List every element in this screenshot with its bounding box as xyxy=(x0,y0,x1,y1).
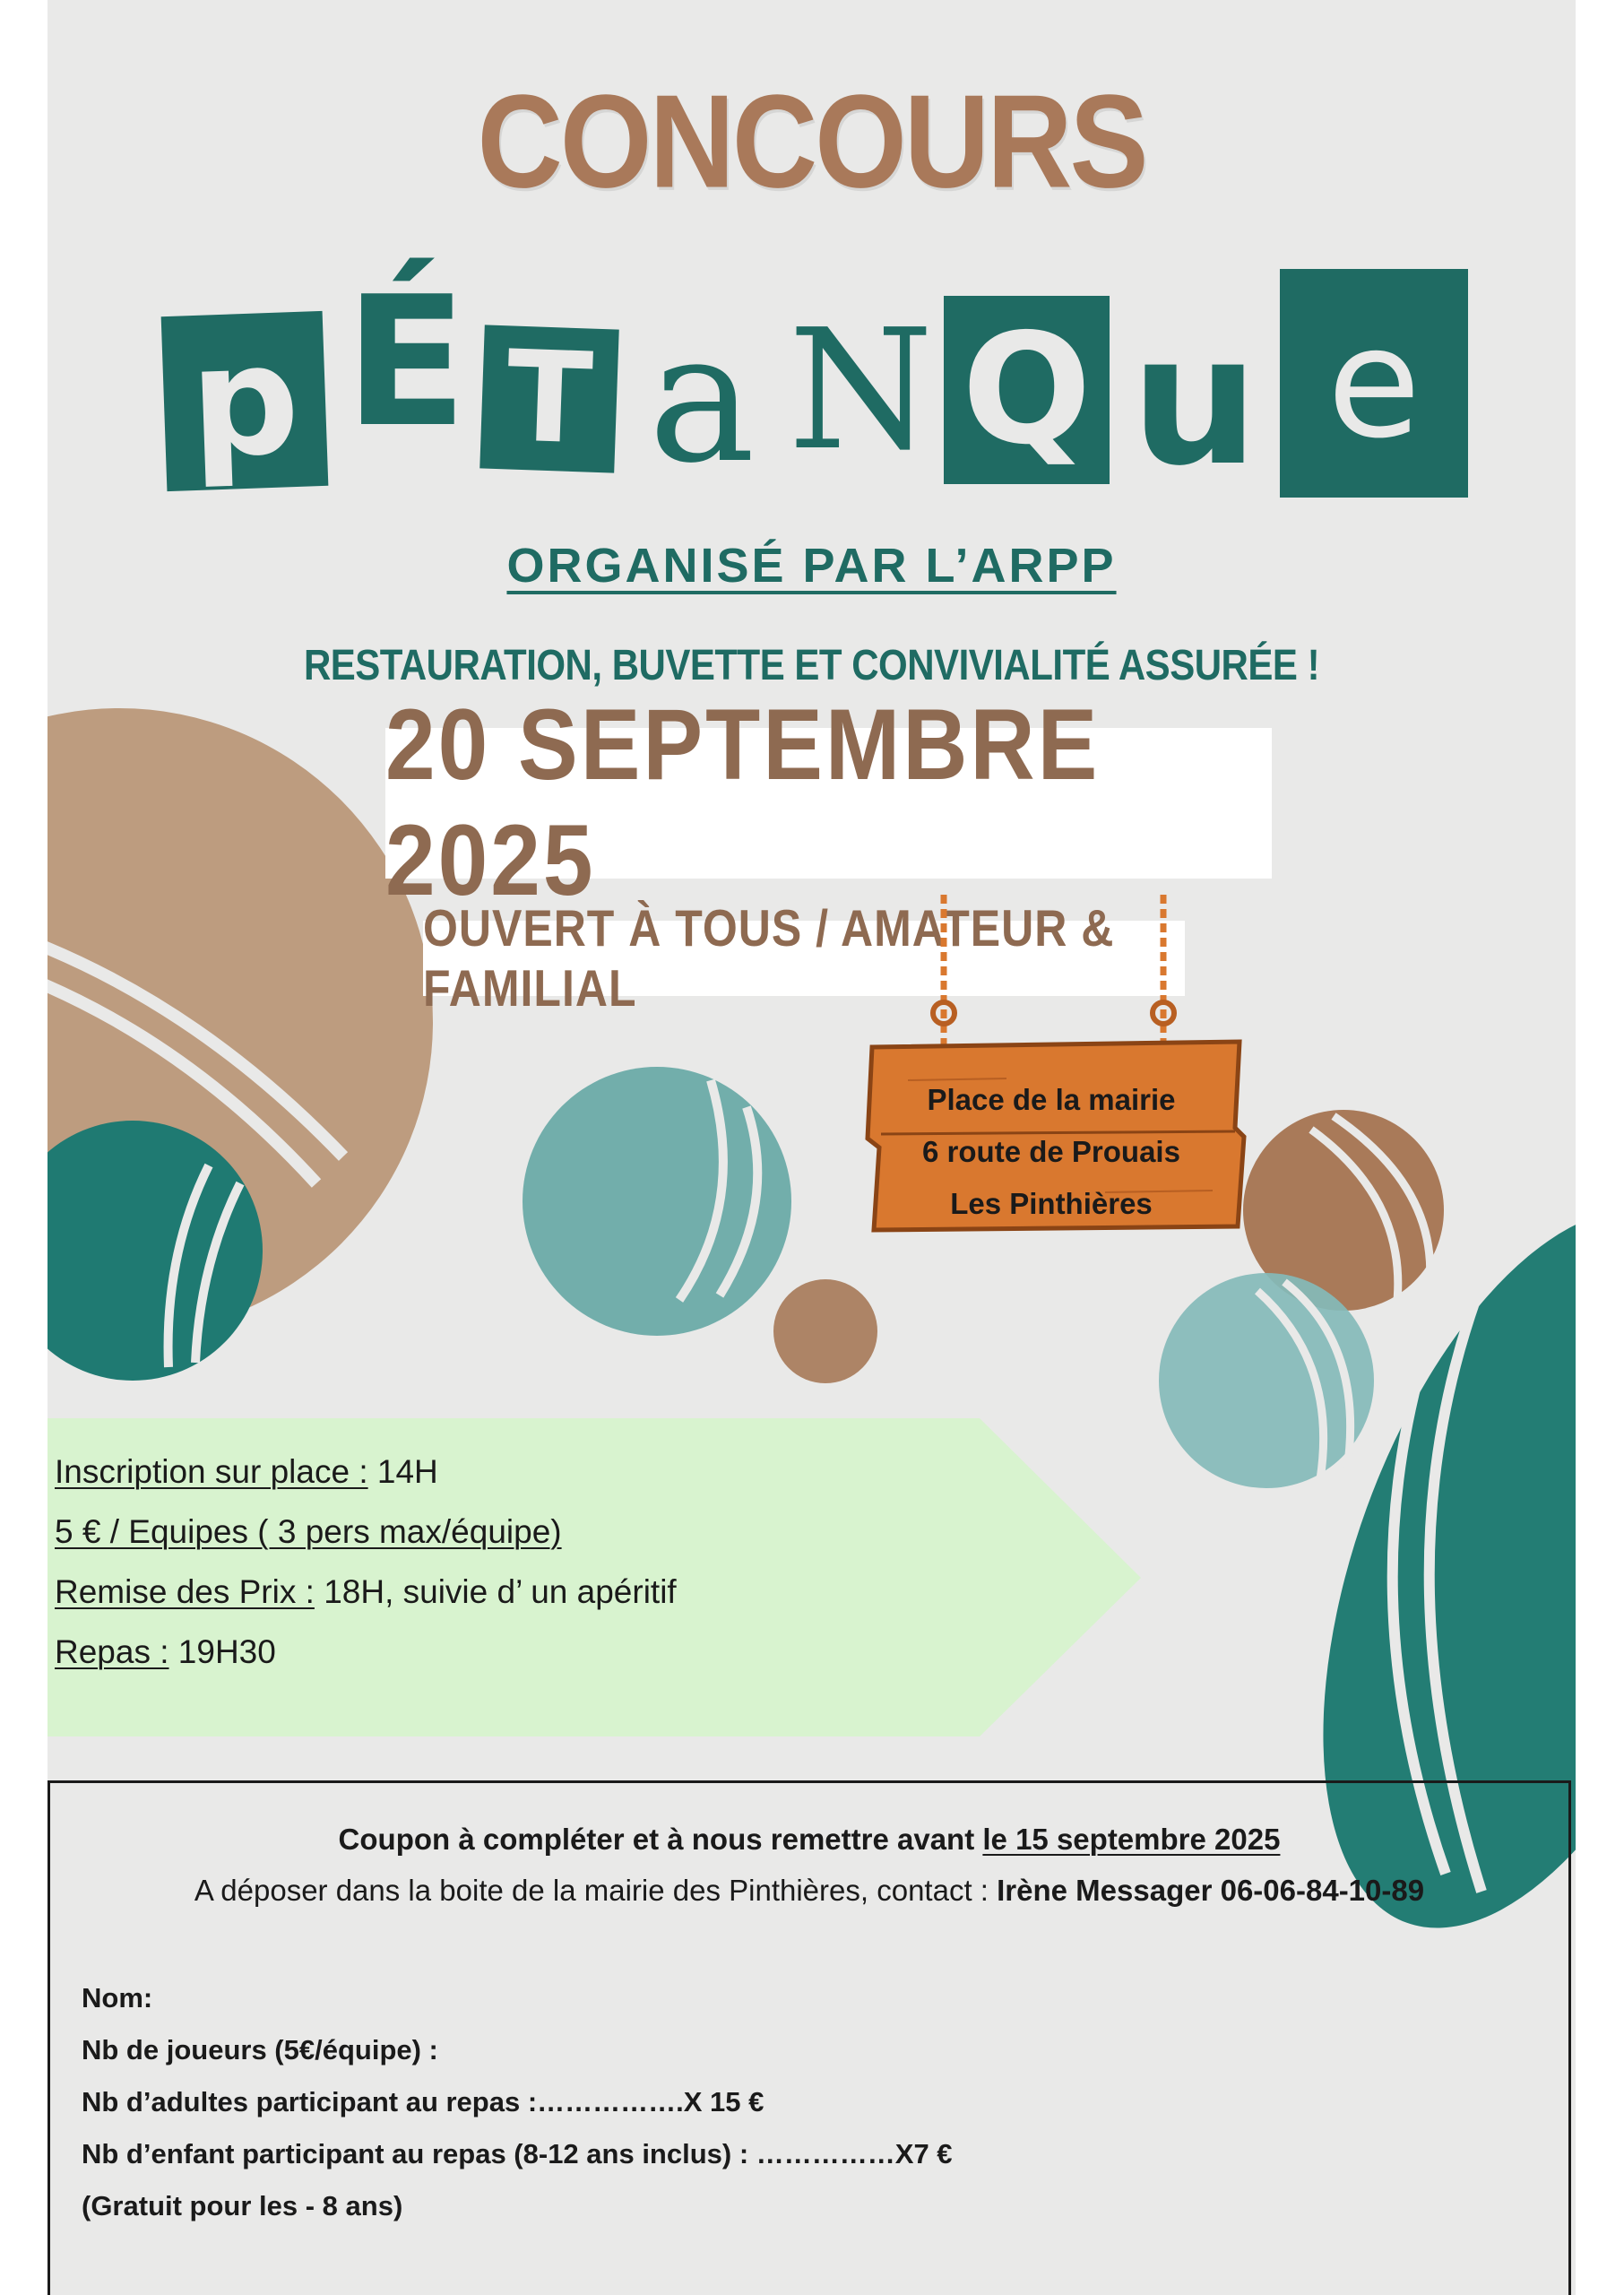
info-registration-label: Inscription sur place : xyxy=(55,1453,368,1490)
petanque-letter-e: e xyxy=(1280,269,1468,498)
petanque-letter-e-accent: É xyxy=(344,258,468,467)
petanque-letter-a: a xyxy=(648,294,756,503)
coupon-field-players: Nb de joueurs (5€/équipe) : xyxy=(82,2034,438,2066)
audience-text: OUVERT À TOUS / AMATEUR & FAMILIAL xyxy=(423,899,1115,1018)
info-awards xyxy=(55,1562,677,1622)
teal-ball-light-right xyxy=(1159,1273,1374,1488)
info-awards-label: Remise des Prix : xyxy=(55,1573,315,1610)
info-awards-value: 18H, suivie d’ un apéritif xyxy=(314,1573,677,1610)
info-meal xyxy=(55,1622,677,1682)
teal-ball-light-center xyxy=(523,1067,791,1336)
location-line-2: 6 route de Prouais xyxy=(922,1135,1180,1168)
petanque-letter-n: N xyxy=(788,292,934,487)
sign-ropes xyxy=(933,895,1174,1049)
coupon-field-children: Nb d’enfant participant au repas (8-12 ans inclus) : ……………X7 € xyxy=(82,2138,953,2169)
coupon-field-adults: Nb d’adultes participant au repas :…………….X 15 € xyxy=(82,2086,764,2117)
event-info xyxy=(55,1442,677,1682)
info-meal-label: Repas : xyxy=(55,1633,169,1670)
petanque-letter-p: p xyxy=(161,311,329,491)
info-registration xyxy=(55,1442,677,1502)
location-line-3: Les Pinthières xyxy=(950,1187,1153,1220)
info-meal-value: 19H30 xyxy=(168,1633,276,1670)
event-date: 20 SEPTEMBRE 2025 xyxy=(385,688,1101,917)
event-date-box xyxy=(385,688,1272,917)
flyer-page xyxy=(48,0,1576,2295)
coupon-fields xyxy=(82,1972,953,2232)
title-concours: CONCOURS xyxy=(477,67,1146,215)
location-line-1: Place de la mairie xyxy=(927,1083,1176,1116)
organiser-text: ORGANISÉ PAR L’ARPP xyxy=(506,539,1117,593)
info-price xyxy=(55,1502,677,1562)
organiser-line xyxy=(48,538,1576,593)
coupon-drop-text: A déposer dans la boite de la mairie des Pinthières, contact : xyxy=(194,1874,998,1907)
info-price-label: 5 € / Equipes ( 3 pers max/équipe) xyxy=(55,1513,562,1550)
coupon-field-name: Nom: xyxy=(82,1982,153,2014)
coupon-title xyxy=(48,1823,1571,1857)
petanque-letter-t: T xyxy=(479,325,618,472)
tagline: RESTAURATION, BUVETTE ET CONVIVIALITÉ ASSURÉE ! xyxy=(303,640,1320,689)
coupon-contact: Irène Messager 06-06-84-10-89 xyxy=(997,1874,1425,1907)
petanque-letter-u: u xyxy=(1130,296,1259,506)
coupon-deadline: le 15 septembre 2025 xyxy=(982,1823,1281,1856)
petanque-letter-q: Q xyxy=(944,296,1110,484)
coupon-drop-info xyxy=(48,1874,1571,1908)
location-text xyxy=(863,1074,1240,1230)
brown-jack-ball xyxy=(773,1279,877,1383)
info-registration-value: 14H xyxy=(367,1453,438,1490)
coupon-title-prefix: Coupon à compléter et à nous remettre avant xyxy=(338,1823,983,1856)
coupon-field-free-note: (Gratuit pour les - 8 ans) xyxy=(82,2190,403,2221)
petanque-ransom-title xyxy=(164,242,1508,506)
